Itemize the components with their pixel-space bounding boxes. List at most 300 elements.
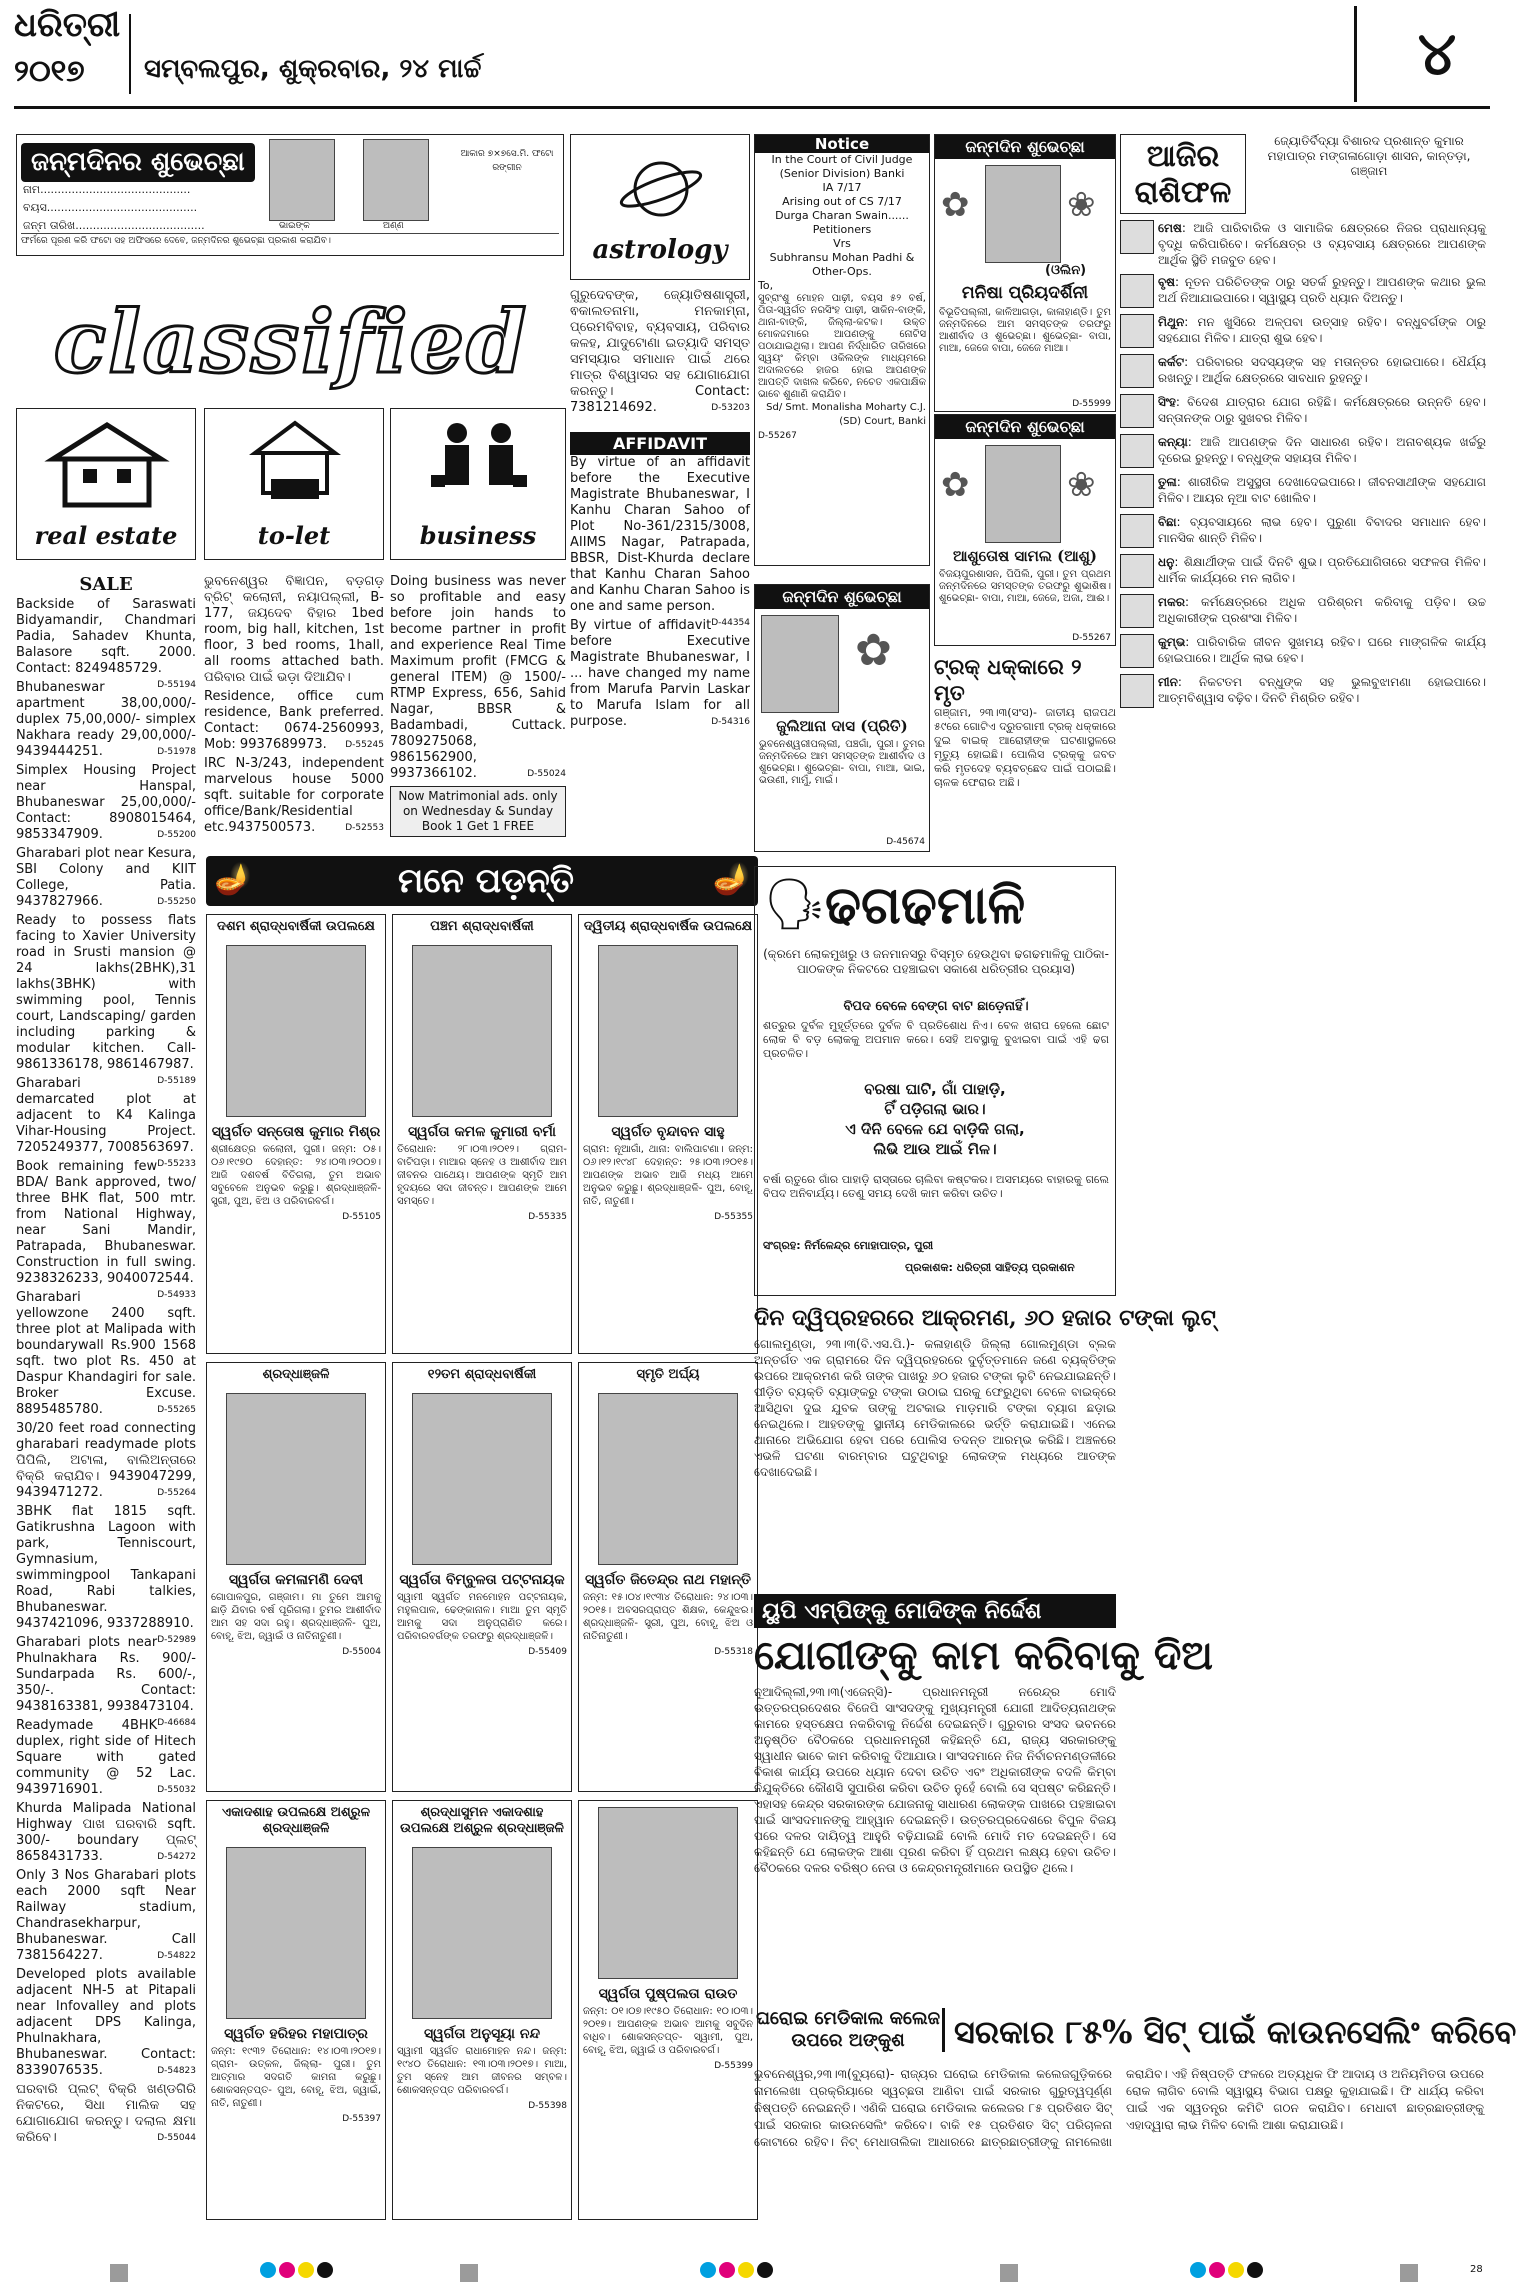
memorial-text: ଶ୍ରୀକ୍ଷେତ୍ର କଲୋନୀ, ପୁରୀ। ଜନ୍ମ: ୦୫।୦୬।୧୯୭୦ ଦେହାନ୍ତ: ୨୪।୦୩।୨୦୦୭। ଆଜି ଦଶବର୍ଷ ବିତିଗଲା, ତୁମ ଅଭାବ ସବୁବେଳେ ଅନୁଭବ କରୁଛୁ। ଶ୍ରଦ୍ଧାଞ୍ଜଳି- ସ୍ତ୍ରୀ, ପୁଅ, ଝିଅ ଓ ପରିବାରବର୍ଗ। [211, 1144, 381, 1207]
memorial-code: D-55318 [714, 1647, 753, 1657]
rashifal-sign-body: ବ୍ୟବସାୟରେ ଲାଭ ହେବ। ପୁରୁଣା ବିବାଦର ସମାଧାନ ହେବ। ମାନସିକ ଶାନ୍ତି ମିଳିବ। [1158, 515, 1486, 545]
birthday-ad-3-title: ଜନ୍ମଦିନ ଶୁଭେଚ୍ଛା [755, 585, 929, 609]
memorial-code: D-55409 [528, 1647, 567, 1657]
rashifal-sign-body: ଆଜି ଆପଣଙ୍କ ଦିନ ସାଧାରଣ ରହିବ। ଅନାବଶ୍ୟକ ଖର୍ଚ୍ଚରୁ ଦୂରେଇ ରୁହନ୍ତୁ। ବନ୍ଧୁଙ୍କ ସହାୟତା ମିଳିବ। [1158, 435, 1486, 465]
category-business[interactable] [390, 408, 566, 560]
rashifal-sign-name: ଧନୁ [1158, 555, 1175, 569]
rashifal-sign-name: ମିଥୁନ [1158, 315, 1185, 329]
ad-code: D-54822 [157, 1951, 196, 1961]
memorial-name: ସ୍ୱର୍ଗତ ଜିତେନ୍ଦ୍ର ନାଥ ମହାନ୍ତି [584, 1572, 752, 1588]
rashifal-sign [1120, 554, 1486, 588]
rashifal-sign-body: ପାରିବାରିକ ଜୀବନ ସୁଖମୟ ରହିବ। ଘରେ ମାଙ୍ଗଳିକ କାର୍ଯ୍ୟ ହୋଇପାରେ। ଆର୍ଥିକ ଲାଭ ହେବ। [1158, 635, 1487, 665]
classified-ad [16, 763, 196, 843]
ad-text: Simplex Housing Project near Hanspal, Bhubaneswar 25,00,000/- Contact: 8908015464, 9853347909. [16, 763, 196, 842]
yellow-dot [1228, 2262, 1244, 2278]
masthead [14, 6, 1490, 106]
dhagadhamali-compiler: ସଂଗ୍ରହ: ନିର୍ମଳେନ୍ଦ୍ର ମୋହାପାତ୍ର, ପୁରୀ [763, 1239, 934, 1252]
memorial-text: ଗୋପାଳପୁର, ଗଞ୍ଜାମ। ମା ତୁମେ ଆମକୁ ଛାଡ଼ି ଯିବାର ବର୍ଷ ପୂରିଗଲା। ତୁମର ଆଶୀର୍ବାଦ ଆମ ସହ ସଦା ରହୁ। ଶ୍ରଦ୍ଧାଞ୍ଜଳି- ପୁଅ, ବୋହୂ, ଝିଅ, ଜ୍ୱାଇଁ ଓ ନାତିନାତୁଣୀ। [211, 1592, 381, 1642]
mane-padanti-title: ମନେ ପଡ଼ନ୍ତି [397, 861, 575, 901]
rashifal-sign-body: ମନ ଖୁସିରେ ଅଳ୍ପବା ଉତ୍ସାହ ରହିବ। ବନ୍ଧୁବର୍ଗଙ୍କ ଠାରୁ ସହଯୋଗ ମିଳିବ। ଯାତ୍ରା ଶୁଭ ହେବ। [1158, 315, 1487, 345]
sample-photo-1-caption: ଭାଇଙ୍କ [279, 221, 310, 231]
memorial-card [206, 1800, 386, 2220]
ad-code: D-44354 [711, 618, 750, 628]
dhagadhamali-line1: ବିପଦ ବେଳେ ବେଙ୍ଗ ବାଟ ଛାଡ଼େନାହିଁ। [843, 999, 1029, 1014]
print-mark [110, 2264, 128, 2282]
robbery-headline: ଦିନ ଦ୍ୱିପ୍ରହରରେ ଆକ୍ରମଣ, ୬୦ ହଜାର ଟଙ୍କା ଲୁଟ୍ [754, 1305, 1216, 1331]
notice-ia: IA 7/17 [822, 181, 862, 194]
verse-line: ବରଷା ଘାଟି, ଗାଁ ପାହାଡ଼ି, [864, 1080, 1006, 1098]
rashifal-sign-name: କର୍କଟ [1158, 355, 1185, 369]
memorial-card [206, 1362, 386, 1792]
rashifal-sign-text: ତୁଳା: ଶାରୀରିକ ଅସୁସ୍ଥତା ଦେଖାଦେଇପାରେ। ଜୀବନସାଥୀଙ୍କ ସହଯୋଗ ମିଳିବ। ଆୟର ନୂଆ ବାଟ ଖୋଲିବ। [1158, 475, 1487, 505]
medical-news-body: ଭୁବନେଶ୍ୱର,୨୩।୩(ବ୍ୟୁରୋ)- ରାଜ୍ୟର ଘରୋଇ ମେଡିକାଲ କଲେଜଗୁଡ଼ିକରେ ନାମଲେଖା ପ୍ରକ୍ରିୟାରେ ସ୍ୱଚ୍ଛତା ଆଣିବା ପାଇଁ ସରକାର ଗୁରୁତ୍ୱପୂର୍ଣ୍ଣ ନିଷ୍ପତ୍ତି ନେଇଛନ୍ତି। ଏଣିକି ଘରୋଇ ମେଡିକାଲ କଲେଜର ୮୫ ପ୍ରତିଶତ ସିଟ୍ ପାଇଁ ସରକାର କାଉନସେଲିଂ କରିବେ। ବାକି ୧୫ ପ୍ରତିଶତ ସିଟ୍ ପରିଚାଳନା କୋଟାରେ ରହିବ। ନିଟ୍ ମେଧାତାଲିକା ଆଧାରରେ ଛାତ୍ରଛାତ୍ରୀଙ୍କୁ ନାମଲେଖା କରାଯିବ। ଏହି ନିଷ୍ପତ୍ତି ଫଳରେ ଅତ୍ୟଧିକ ଫି ଆଦାୟ ଓ ଅନିୟମିତତା ଉପରେ ରୋକ ଲାଗିବ ବୋଲି ସ୍ୱାସ୍ଥ୍ୟ ବିଭାଗ ପକ୍ଷରୁ କୁହାଯାଇଛି। ଫି ଧାର୍ଯ୍ୟ କରିବା ପାଇଁ ଏକ ସ୍ୱତନ୍ତ୍ର କମିଟି ଗଠନ କରାଯିବ। ମେଧାବୀ ଛାତ୍ରଛାତ୍ରୀଙ୍କୁ ଏହାଦ୍ୱାରା ଲାଭ ମିଳିବ ବୋଲି ଆଶା କରାଯାଉଛି। [754, 2067, 1484, 2149]
ad-code: D-55200 [157, 830, 196, 840]
speaker-icon: 🗣 [763, 875, 827, 933]
memorial-code: D-55355 [714, 1212, 753, 1222]
birthday-form-title: ଜନ୍ମଦିନର ଶୁଭେଚ୍ଛା [21, 143, 255, 182]
astrology-logo-text: astrology [592, 235, 728, 265]
ad-code: D-54272 [157, 1852, 196, 1862]
rashifal-sign-name: ବୃଷ [1158, 275, 1176, 289]
memorial-photo [598, 1807, 738, 1979]
affidavit-title: AFFIDAVIT [570, 432, 750, 455]
rashifal-sign-name: ସିଂହ [1158, 395, 1176, 409]
rashifal-sign-text: କନ୍ୟା: ଆଜି ଆପଣଙ୍କ ଦିନ ସାଧାରଣ ରହିବ। ଅନାବଶ୍ୟକ ଖର୍ଚ୍ଚରୁ ଦୂରେଇ ରୁହନ୍ତୁ। ବନ୍ଧୁଙ୍କ ସହାୟତା ମିଳିବ। [1158, 435, 1486, 465]
notice-body: ସୁବ୍ରାଂଶୁ ମୋହନ ପାଢ଼ୀ, ବୟସ ୫୨ ବର୍ଷ, ପିତା-ସ୍ୱର୍ଗତ ନରସିଂହ ପାଢ଼ୀ, ସାକିନ-ବାଙ୍କି, ଥାନା-ବାଙ୍କି, ଜିଲ୍ଲା-କଟକ। ଉକ୍ତ ମୋକଦ୍ଦମାରେ ଆପଣଙ୍କୁ ନୋଟିସ ପଠାଯାଇଥିଲା। ଆପଣ ନିର୍ଦ୍ଧାରିତ ତାରିଖରେ ସ୍ୱୟଂ କିମ୍ବା ଓକିଲଙ୍କ ମାଧ୍ୟମରେ ଅଦାଲତରେ ହାଜର ହୋଇ ଆପଣଙ୍କ ଆପତ୍ତି ଦାଖଲ କରିବେ, ନଚେତ ଏକପାକ୍ଷିକ ଭାବେ ଶୁଣାଣି କରାଯିବ। [758, 293, 926, 400]
classified-ad [16, 597, 196, 690]
flower-icon: ✿ [855, 625, 892, 676]
classified-ad [16, 913, 196, 1086]
truck-news-headline: ଟ୍ରକ୍ ଧକ୍କାରେ ୨ ମୃତ [934, 654, 1082, 705]
black-dot [317, 2262, 333, 2278]
flower-icon: ✿ [941, 185, 970, 225]
sample-photo-2 [363, 139, 429, 221]
robbery-body: ଗୋଲମୁଣ୍ଡା, ୨୩।୩(ବି.ଏସ.ପି.)- କଳାହାଣ୍ଡି ଜିଲ୍ଲା ଗୋଲମୁଣ୍ଡା ବ୍ଲକ ଅନ୍ତର୍ଗତ ଏକ ଗ୍ରାମରେ ଦିନ ଦ୍ୱିପ୍ରହରରେ ଦୁର୍ବୃତ୍ତମାନେ ଜଣେ ବ୍ୟକ୍ତିଙ୍କ ଉପରେ ଆକ୍ରମଣ କରି ତାଙ୍କ ପାଖରୁ ୬୦ ହଜାର ଟଙ୍କା ଲୁଟି ନେଇଯାଇଛନ୍ତି। ପୀଡ଼ିତ ବ୍ୟକ୍ତି ବ୍ୟାଙ୍କରୁ ଟଙ୍କା ଉଠାଇ ଘରକୁ ଫେରୁଥିବା ବେଳେ ବାଇକ୍‌ରେ ଆସିଥିବା ଦୁଇ ଯୁବକ ତାଙ୍କୁ ଅଟକାଇ ମାଡ଼ମାରି ଟଙ୍କା ବ୍ୟାଗ ଛଡ଼ାଇ ନେଇଥିଲେ। ଆହତଙ୍କୁ ସ୍ଥାନୀୟ ମେଡିକାଲରେ ଭର୍ତ୍ତି କରାଯାଇଛି। ଏନେଇ ଥାନାରେ ଅଭିଯୋଗ ହେବା ପରେ ପୋଲିସ ତଦନ୍ତ ଆରମ୍ଭ କରିଛି। ଅଞ୍ଚଳରେ ଏଭଳି ଘଟଣା ବାରମ୍ବାର ଘଟୁଥିବାରୁ ଲୋକଙ୍କ ମଧ୍ୟରେ ଆତଙ୍କ ଦେଖାଦେଇଛି। [754, 1337, 1116, 1479]
memorial-card [578, 914, 758, 1354]
classified-ad [16, 846, 196, 910]
memorial-title: ସ୍ମୃତି ଅର୍ଘ୍ୟ [636, 1367, 700, 1382]
lamp-icon: 🪔 [712, 862, 750, 897]
rashifal-sign [1120, 594, 1486, 628]
classified-title: classified [53, 292, 529, 393]
memorial-title: ଦଶମ ଶ୍ରାଦ୍ଧବାର୍ଷିକୀ ଉପଲକ୍ଷେ [217, 919, 375, 934]
ad-text: Book remaining few BDA/ Bank approved, two/ three BHK flat, 500 mtr. from National Highway, near Sani Mandir, Patrapada, Bhubaneswar. Construction in full swing. 9238326233, 9040072544. [16, 1159, 196, 1286]
memorial-photo [412, 945, 552, 1117]
black-dot [1247, 2262, 1263, 2278]
ad-text: Bhubaneswar apartment 38,00,000/- duplex 75,00,000/- simplex Nakhara ready 29,00,000/- 9439444251. [16, 680, 196, 759]
birthday-ad-1-text: ବିଭୂତିପଲ୍ଲୀ, କାଳିଆଗଡ଼ା, କାଳାହାଣ୍ଡି। ତୁମ ଜନ୍ମଦିନରେ ଆମ ସମସ୍ତଙ୍କ ତରଫରୁ ଆଶୀର୍ବାଦ ଓ ଶୁଭେଚ୍ଛା। ଶୁଭେଚ୍ଛା- ବାପା, ମାଆ, ଜେଜେ ବାପା, ଜେଜେ ମାଆ। [939, 307, 1111, 354]
ad-code: D-55264 [157, 1488, 196, 1498]
ad-code: D-51978 [157, 747, 196, 757]
ad-text: Gharabari plot near Kesura, SBI Colony and KIIT College, Patia. 9437827966. [16, 846, 196, 909]
rashifal-sign-body: ବିଦେଶ ଯାତ୍ରାର ଯୋଗ ରହିଛି। କର୍ମକ୍ଷେତ୍ରରେ ଉନ୍ନତି ହେବ। ସନ୍ତାନଙ୍କ ଠାରୁ ସୁଖବର ମିଳିବ। [1158, 395, 1486, 425]
birthday-ad-1-name: ମନିଷା ପ୍ରିୟଦର୍ଶିନୀ [961, 283, 1089, 303]
yellow-dot [738, 2262, 754, 2278]
matrimonial-ad: Now Matrimonial ads. only on Wednesday & Sunday Book 1 Get 1 FREE [390, 786, 566, 837]
flower-icon: ✿ [941, 465, 970, 505]
memorial-code: D-55397 [342, 2114, 381, 2124]
rashifal-title: ଆଜିର ରାଶିଫଳ [1134, 139, 1232, 210]
notice-vs: Vrs [833, 237, 851, 250]
ad-text: Only 3 Nos Gharabari plots each 2000 sqft Near Railway stadium, Chandrasekharpur, Bhubaneswar. Call 7381564227. [16, 1868, 196, 1963]
to-let-ads [204, 574, 384, 836]
sale-heading: SALE [79, 574, 133, 595]
magenta-dot [719, 2262, 735, 2278]
classified-ad [570, 618, 750, 730]
notice-opposite-party: Subhransu Mohan Padhi & Other-Ops. [769, 251, 915, 278]
mane-padanti-banner [206, 856, 758, 906]
ad-code: D-55250 [157, 897, 196, 907]
cmyk-registration [1190, 2262, 1266, 2282]
rashifal-section [1120, 134, 1486, 2002]
ad-text: Gharabari yellowzone 2400 sqft. three plot at Malipada with boundarywall Rs.900 1568 sqft. two plot Rs. 450 at Daspur Khandagiri for sale. Broker Excuse. 8895485780. [16, 1290, 196, 1417]
birthday-ad-2-text: ବିଜୟପୁରଶାସନ, ପିପିଲି, ପୁରୀ। ତୁମ ପ୍ରଥମ ଜନ୍ମଦିନରେ ସମସ୍ତଙ୍କ ତରଫରୁ ଶୁଭାଶିଷ। ଶୁଭେଚ୍ଛା- ବାପା, ମାଆ, ଜେଜେ, ଅଜା, ଆଈ। [939, 569, 1111, 604]
rashifal-sign-name: ବିଛା [1158, 515, 1177, 529]
memorial-photo [412, 1847, 552, 2019]
zodiac-icon [1120, 474, 1154, 508]
up-news-headline: ଯୋଗୀଙ୍କୁ କାମ କରିବାକୁ ଦିଅ [754, 1632, 1213, 1679]
birthday-ad-2 [934, 414, 1116, 646]
rashifal-sign-body: ଆଜି ପାରିବାରିକ ଓ ସାମାଜିକ କ୍ଷେତ୍ରରେ ନିଜର ପ୍ରାଧାନ୍ୟକୁ ବୃଦ୍ଧି କରିପାରିବେ। କର୍ମକ୍ଷେତ୍ର ଓ ବ୍ୟବସାୟ କ୍ଷେତ୍ରରେ ଆପଣଙ୍କ ଆର୍ଥିକ ସ୍ଥିତି ମଜବୁତ ହେବ। [1158, 221, 1486, 267]
zodiac-icon [1120, 354, 1154, 388]
zodiac-icon [1120, 674, 1154, 708]
birthday-ad-3-code: D-45674 [886, 837, 925, 847]
rashifal-sign-name: ମେଷ [1158, 221, 1182, 235]
zodiac-icon [1120, 394, 1154, 428]
rashifal-sign-text: ଧନୁ: ଶିକ୍ଷାର୍ଥୀଙ୍କ ପାଇଁ ଦିନଟି ଶୁଭ। ପ୍ରତିଯୋଗିତାରେ ସଫଳତା ମିଳିବ। ଧାର୍ମିକ କାର୍ଯ୍ୟରେ ମନ ଲାଗିବ। [1158, 555, 1487, 585]
memorial-photo [226, 1393, 366, 1565]
header-rule [14, 106, 1490, 109]
memorial-card [578, 1800, 758, 2220]
rashifal-sign-name: ମୀନ [1158, 675, 1178, 689]
cyan-dot [700, 2262, 716, 2278]
memorial-photo [412, 1393, 552, 1565]
rashifal-sign-text: ସିଂହ: ବିଦେଶ ଯାତ୍ରାର ଯୋଗ ରହିଛି। କର୍ମକ୍ଷେତ୍ରରେ ଉନ୍ନତି ହେବ। ସନ୍ତାନଙ୍କ ଠାରୁ ସୁଖବର ମିଳିବ। [1158, 395, 1486, 425]
flower-icon: ❀ [1067, 465, 1096, 505]
memorial-name: ସ୍ୱର୍ଗତ ହରିହର ମହାପାତ୍ର [224, 2026, 368, 2042]
classified-ad [16, 1504, 196, 1645]
birthday-form-field-dob: ଜନ୍ମ ତାରିଖ..................................... [23, 219, 205, 232]
birthday-ad-3-photo [761, 615, 839, 713]
classified-ad [204, 756, 384, 836]
dhagadhamali-para2: ବର୍ଷା ଋତୁରେ ଗାଁର ପାହାଡ଼ି ରାସ୍ତାରେ ଚାଲିବା କଷ୍ଟକର। ଅସମୟରେ ବାହାରକୁ ଗଲେ ବିପଦ ଅନିବାର୍ଯ୍ୟ। ତେଣୁ ସମୟ ଦେଖି କାମ କରିବା ଉଚିତ। [763, 1173, 1109, 1200]
birthday-form-field-age: ବୟସ........................................... [23, 201, 198, 214]
memorial-name: ସ୍ୱର୍ଗତା କମଳାମଣି ଦେବୀ [228, 1572, 364, 1588]
classified-ad [16, 1421, 196, 1501]
ad-code: D-52553 [345, 823, 384, 833]
classified-ad [16, 1868, 196, 1964]
rashifal-sign [1120, 474, 1486, 508]
ad-text: Backside of Saraswati Bidyamandir, Chandmari Padia, Sahadev Khunta, Balasore sqft. 2000. Contact: 8249485729. [16, 597, 196, 676]
ad-code: D-54823 [157, 2066, 196, 2076]
newspaper-logo: ଧରିତ୍ରୀ [14, 5, 121, 45]
astrology-logo-box [570, 134, 750, 280]
medical-news-headline: ସରକାର ୮୫% ସିଟ୍ ପାଇଁ କାଉନସେଲିଂ କରିବେ [954, 2013, 1516, 2051]
rashifal-sign [1120, 274, 1486, 308]
memorial-name: ସ୍ୱର୍ଗତା ପୁଷ୍ପଲତା ରାଉତ [598, 1986, 738, 2002]
memorial-title: ଶ୍ରଦ୍ଧାସୁମନ ଏକାଦଶାହ ଉପଲକ୍ଷେ ଅଶ୍ରୁଳ ଶ୍ରଦ୍ଧାଞ୍ଜଳି [400, 1805, 564, 1836]
ad-code: D-55265 [157, 1405, 196, 1415]
ad-text: Khurda Malipada National Highway ପାଖ ଘରବାରି sqft. 300/- boundary ପ୍ଲଟ୍ 8658431733. [16, 1801, 196, 1864]
print-mark [1000, 2264, 1018, 2282]
classified-ad [204, 689, 384, 753]
yellow-dot [298, 2262, 314, 2278]
print-mark [1400, 2264, 1418, 2282]
ad-text: Doing business was never so profitable and easy before join hands to become partner in profit and experience Real Time Maximum profit (FMCG & general ITEM) @ 1500/- RTMP Express, 656, Sahid Nagar, BBSR & Badambadi, Cuttack. 7809275068, 9861562900, 9937366102. [390, 574, 566, 781]
memorial-code: D-55335 [528, 1212, 567, 1222]
ad-text: Developed plots available adjacent NH-5 at Pitapali near Infovalley and plots adjacent DPS Kalinga, Phulnakhara, Bhubaneswar. Contact: 8339076535. [16, 1967, 196, 2078]
rashifal-sign-text: ମକର: କର୍ମକ୍ଷେତ୍ରରେ ଅଧିକ ପରିଶ୍ରମ କରିବାକୁ ପଡ଼ିବ। ଉଚ୍ଚ ଅଧିକାରୀଙ୍କ ପ୍ରଶଂସା ମିଳିବ। [1158, 595, 1487, 625]
memorial-code: D-55399 [714, 2061, 753, 2071]
photo-size-note: ଆକାର ୭×୭ସେ.ମି. ଫଟୋ ରଙ୍ଗୀନ [460, 149, 554, 173]
print-mark [460, 2264, 478, 2282]
memorial-code: D-55105 [342, 1212, 381, 1222]
rashifal-sign-body: କର୍ମକ୍ଷେତ୍ରରେ ଅଧିକ ପରିଶ୍ରମ କରିବାକୁ ପଡ଼ିବ। ଉଚ୍ଚ ଅଧିକାରୀଙ୍କ ପ୍ରଶଂସା ମିଳିବ। [1158, 595, 1487, 625]
zodiac-icon [1120, 314, 1154, 348]
memorial-card [206, 914, 386, 1354]
lamp-icon: 🪔 [214, 862, 252, 897]
verse-line: ଟିଁ ପଡ଼ିଗଲା ଭାର। [884, 1100, 986, 1118]
rashifal-sign-name: ତୁଳା [1158, 475, 1177, 489]
memorial-title: ଦ୍ୱିତୀୟ ଶ୍ରାଦ୍ଧବାର୍ଷିକ ଉପଲକ୍ଷେ [583, 919, 753, 934]
category-to-let[interactable] [204, 408, 384, 560]
rashifal-sign-text: ମେଷ: ଆଜି ପାରିବାରିକ ଓ ସାମାଜିକ କ୍ଷେତ୍ରରେ ନିଜର ପ୍ରାଧାନ୍ୟକୁ ବୃଦ୍ଧି କରିପାରିବେ। କର୍ମକ୍ଷେତ୍ର ଓ ବ୍ୟବସାୟ କ୍ଷେତ୍ରରେ ଆପଣଙ୍କ ଆର୍ଥିକ ସ୍ଥିତି ମଜବୁତ ହେବ। [1158, 221, 1486, 267]
real-estate-column [16, 574, 196, 2224]
astro-ad: ଗୁରୁଦେବଙ୍କ, ଜ୍ୟୋତିଷଶାସ୍ତ୍ରୀ, ଵକାଲତନାମା, ମନକାମ୍ନା, ପ୍ରେମବିବାହ, ବ୍ୟବସାୟ, ପରିବାର କଳହ, ଯାଦୁଟୋଣା ଇତ୍ୟାଦି ସମସ୍ତ ସମସ୍ୟାର ସମାଧାନ ପାଇଁ ଥରେ ମାତ୍ର ବିଶ୍ୱାସର ସହ ଯୋଗାଯୋଗ କରନ୍ତୁ। Contact: 7381214692. D-53203 [570, 288, 750, 415]
rashifal-sign-name: ମକର [1158, 595, 1185, 609]
real-estate-ads [16, 597, 196, 2146]
memorial-photo [226, 1847, 366, 2019]
medical-news [754, 2008, 1516, 2244]
notice-signature: Sd/ Smt. Monalisha Moharty C.J. (SD) Court, Banki [766, 402, 926, 427]
classified-ad [390, 574, 566, 782]
birthday-ad-1-title: ଜନ୍ମଦିନ ଶୁଭେଚ୍ଛା [935, 135, 1115, 159]
zodiac-icon [1120, 554, 1154, 588]
memorial-code: D-55398 [528, 2101, 567, 2111]
cmyk-registration [700, 2262, 776, 2282]
notice-to: To, [758, 279, 774, 292]
ad-text: Readymade 4BHK duplex, right side of Hitech Square with gated community @ 52 Lac. 9439716901. [16, 1718, 196, 1797]
category-real-estate[interactable] [16, 408, 196, 560]
memorial-card [392, 1800, 572, 2220]
rashifal-sign-body: ନୂତନ ପରିଚିତଙ୍କ ଠାରୁ ସତର୍କ ରୁହନ୍ତୁ। ଆପଣଙ୍କ କଥାର ଭୁଲ ଅର୍ଥ ନିଆଯାଇପାରେ। ସ୍ୱାସ୍ଥ୍ୟ ପ୍ରତି ଧ୍ୟାନ ଦିଅନ୍ତୁ। [1158, 275, 1487, 305]
memorial-card [392, 914, 572, 1354]
businessmen-icon [425, 419, 533, 515]
truck-accident-news [934, 654, 1116, 852]
memorial-name: ସ୍ୱର୍ଗତା ବିମ୍ବୁଳତା ପଟ୍ଟନାୟକ [399, 1572, 565, 1588]
birthday-form-field-name: ନାମ........................................... [23, 183, 191, 196]
rashifal-sign [1120, 394, 1486, 428]
zodiac-icon [1120, 634, 1154, 668]
ad-text: ଭୁବନେଶ୍ୱର ବିଜ୍ଞାପନ, ବଡ଼ଗଡ଼ ବ୍ରିଟ୍ କଲୋନୀ, ନୟାପଲ୍ଲୀ, B-177, ଜୟଦେବ ବିହାର 1bed room, big hall, kitchen, 1st floor, 3 bed rooms, 1hall, all rooms attached bath. ପରିବାର ପାଇଁ ଭଡ଼ା ଦିଆଯିବ। [204, 574, 384, 685]
print-footer [0, 2256, 1500, 2294]
ad-text: IRC N-3/243, independent marvelous house 5000 sqft. suitable for corporate office/Bank/Residential etc.9437500573. [204, 756, 384, 835]
memorial-photo [598, 945, 738, 1117]
rashifal-sign-text: ମିଥୁନ: ମନ ଖୁସିରେ ଅଳ୍ପବା ଉତ୍ସାହ ରହିବ। ବନ୍ଧୁବର୍ଗଙ୍କ ଠାରୁ ସହଯୋଗ ମିଳିବ। ଯାତ୍ରା ଶୁଭ ହେବ। [1158, 315, 1487, 345]
ad-code: D-55194 [157, 680, 196, 690]
ad-code: D-52989 [157, 1635, 196, 1645]
memorial-name: ସ୍ୱର୍ଗତା ଅନୁସୂୟା ନନ୍ଦ [423, 2026, 541, 2042]
rashifal-sign-body: ଶାରୀରିକ ଅସୁସ୍ଥତା ଦେଖାଦେଇପାରେ। ଜୀବନସାଥୀଙ୍କ ସହଯୋଗ ମିଳିବ। ଆୟର ନୂଆ ବାଟ ଖୋଲିବ। [1158, 475, 1487, 505]
flower-icon: ❀ [1067, 185, 1096, 225]
ad-code: D-54933 [157, 1290, 196, 1300]
memorial-text: ଗ୍ରାମ: ନୂଆଗାଁ, ଥାନା: ବାଲିପାଟଣା। ଜନ୍ମ: ୦୬।୧୨।୧୯୪୮ ଦେହାନ୍ତ: ୨୫।୦୩।୨୦୧୫। ଆପଣଙ୍କ ଅଭାବ ଆଜି ମଧ୍ୟ ଆମେ ଅନୁଭବ କରୁଛୁ। ଶ୍ରଦ୍ଧାଞ୍ଜଳି- ପୁଅ, ବୋହୂ, ନାତି, ନାତୁଣୀ। [583, 1144, 753, 1207]
notice-petitioner: Durga Charan Swain...... Petitioners [775, 209, 909, 236]
business-ads [390, 574, 566, 782]
planet-icon [617, 145, 705, 233]
up-news-kicker: ୟୁପି ଏମ୍ପିଙ୍କୁ ମୋଦିଙ୍କ ନିର୍ଦ୍ଦେଶ [754, 1594, 1116, 1628]
rashifal-sign-text: କର୍କଟ: ପରିବାରର ସଦସ୍ୟଙ୍କ ସହ ମତାନ୍ତର ହୋଇପାରେ। ଧୈର୍ଯ୍ୟ ରଖନ୍ତୁ। ଆର୍ଥିକ କ୍ଷେତ୍ରରେ ସାବଧାନ ରୁହନ୍ତୁ। [1158, 355, 1486, 385]
dhagadhamali-publisher: ପ୍ରକାଶକ: ଧରିତ୍ରୀ ସାହିତ୍ୟ ପ୍ରକାଶନ [905, 1261, 1075, 1274]
birthday-ad-2-title: ଜନ୍ମଦିନ ଶୁଭେଚ୍ଛା [935, 415, 1115, 439]
dhagadhamali-title: ଢଗଢମାଳି [825, 875, 1026, 936]
memorial-text: ତିରୋଧାନ: ୨୮।୦୩।୨୦୧୨। ଗ୍ରାମ- ବାଟିପଡ଼ା। ମାଆର ସ୍ନେହ ଓ ଆଶୀର୍ବାଦ ଆମ ଜୀବନର ପାଥେୟ। ଆପଣଙ୍କ ସ୍ମୃତି ଆମ ହୃଦୟରେ ସଦା ଜୀବନ୍ତ। ଆପଣଙ୍କ ଆମେ ସମସ୍ତେ। [397, 1144, 567, 1207]
rashifal-sign-text: ମୀନ: ନିକଟତମ ବନ୍ଧୁଙ୍କ ସହ ଭୁଲବୁଝାମଣା ହୋଇପାରେ। ଆତ୍ମବିଶ୍ୱାସ ବଢ଼ିବ। ଦିନଟି ମିଶ୍ରିତ ରହିବ। [1158, 675, 1486, 705]
dhagadhamali-para1: ଶତ୍ରୁର ଦୁର୍ବଳ ମୁହୂର୍ତ୍ତରେ ଦୁର୍ବଳ ବି ପ୍ରତିଶୋଧ ନିଏ। ବେଳ ଖରାପ ହେଲେ ଛୋଟ ଲୋକ ବି ବଡ଼ ଲୋକକୁ ଅପମାନ କରେ। ସେହି ଅବସ୍ଥାକୁ ବୁଝାଇବା ପାଇଁ ଏହି ଢଗ ପ୍ରଚଳିତ। [763, 1019, 1109, 1060]
memorial-text: ଜନ୍ମ: ୧୯୩୨ ତିରୋଧାନ: ୧୪।୦୩।୨୦୧୭। ଗ୍ରାମ- ଉତ୍କଳ, ଜିଲ୍ଲା- ପୁରୀ। ତୁମ ଆତ୍ମାର ସଦଗତି କାମନା କରୁଛୁ। ଶୋକସନ୍ତପ୍ତ- ପୁଅ, ବୋହୂ, ଝିଅ, ଜ୍ୱାଇଁ, ନାତି, ନାତୁଣୀ। [211, 2046, 381, 2109]
rashifal-sign [1120, 434, 1486, 468]
ad-text: Gharabari plots near Phulnakhara Rs. 900/- Sundarpada Rs. 600/-, 350/-. Contact: 9438163381, 9938473104. [16, 1635, 196, 1714]
ad-code: D-46684 [157, 1718, 196, 1728]
rashifal-sign-body: ନିକଟତମ ବନ୍ଧୁଙ୍କ ସହ ଭୁଲବୁଝାମଣା ହୋଇପାରେ। ଆତ୍ମବିଶ୍ୱାସ ବଢ଼ିବ। ଦିନଟି ମିଶ୍ରିତ ରହିବ। [1158, 675, 1486, 705]
birthday-form-footer: ଫର୍ମରେ ପୂରଣ କରି ଫଟୋ ସହ ଅଫିସରେ ଦେବେ, ଜନ୍ମଦିନର ଶୁଭେଚ୍ଛା ପ୍ରକାଶ କରାଯିବ। [21, 233, 559, 247]
rashifal-astrologer: ଜ୍ୟୋତିର୍ବିଦ୍ୟା ବିଶାରଦ ପ୍ରଶାନ୍ତ କୁମାର ମହାପାତ୍ର ମଙ୍ଗଳାଗୋଡ଼ା ଶାସନ, କାନ୍ତଡ଼ା, ଗଞ୍ଜାମ [1267, 134, 1471, 178]
house-icon [43, 419, 171, 509]
memorial-photo [226, 945, 366, 1117]
classified-ad [16, 1801, 196, 1865]
dhagadhamali-subtitle: (କ୍ରମେ ଲୋକମୁଖରୁ ଓ ଜନମାନସରୁ ବିସ୍ମୃତ ହେଉଥିବା ଢଗଢମାଳିକୁ ପାଠିକା-ପାଠକଙ୍କ ନିକଟରେ ପହଞ୍ଚାଇବା ସକାଶେ ଧରିତ୍ରୀର ପ୍ରୟାସ) [763, 947, 1109, 976]
birthday-ad-2-code: D-55267 [1072, 633, 1111, 643]
birthday-ad-2-photo [985, 445, 1061, 543]
rashifal-sign-body: ପରିବାରର ସଦସ୍ୟଙ୍କ ସହ ମତାନ୍ତର ହୋଇପାରେ। ଧୈର୍ଯ୍ୟ ରଖନ୍ତୁ। ଆର୍ଥିକ କ୍ଷେତ୍ରରେ ସାବଧାନ ରୁହନ୍ତୁ। [1158, 355, 1486, 385]
notice-arising: Arising out of CS 7/17 [782, 195, 902, 208]
robbery-news [754, 1304, 1216, 1588]
memorial-name: ସ୍ୱର୍ଗତ ବୃନ୍ଦାବନ ସାହୁ [611, 1124, 725, 1140]
birthday-ad-2-name: ଆଶୁତୋଷ ସାମଲ (ଆଶୁ) [953, 547, 1097, 565]
birthday-ad-3-text: ଭୁବନେଶ୍ୱରୀପଲ୍ଲୀ, ପଞ୍ଚଗାଁ, ପୁରୀ। ତୁମର ଜନ୍ମଦିନରେ ଆମ ସମସ୍ତଙ୍କ ଆଶୀର୍ବାଦ ଓ ଶୁଭେଚ୍ଛା। ଶୁଭେଚ୍ଛା- ବାପା, ମାଆ, ଭାଇ, ଭଉଣୀ, ମାମୁଁ, ମାଇଁ। [759, 739, 925, 786]
ad-text: By virtue of an affidavit before the Executive Magistrate Bhubaneswar, I Kanhu Charan Sahoo of Plot No-361/2315/3008, AIIMS Nagar, Patrapada, BBSR, Dist-Khurda declare that Kanhu Charan Sahoo and Kanhu Charan Sahoo is one and same person. [570, 455, 750, 614]
ad-text: Ready to possess flats facing to Xavier University road in Srusti mansion @ 24 lakhs(2BHK),31 lakhs(3BHK) with swimming pool, Tennis court, Landscaping/ garden including parking & modular kitchen. Call- 9861336178, 9861467987. [16, 913, 196, 1072]
memorial-name: ସ୍ୱର୍ଗତ ସନ୍ତୋଷ କୁମାର ମିଶ୍ର [211, 1124, 381, 1140]
rashifal-signs [1120, 220, 1486, 714]
classified-ad [16, 1159, 196, 1300]
memorial-code: D-55004 [342, 1647, 381, 1657]
truck-news-body: ଗଞ୍ଜାମ, ୨୩।୩(ସଂସ)- ଜାତୀୟ ରାଜପଥ ୫୯ରେ ଗୋଟିଏ ଦ୍ରୁତଗାମୀ ଟ୍ରକ୍ ଧକ୍କାରେ ଦୁଇ ବାଇକ୍ ଆରୋହୀଙ୍କ ଘଟଣାସ୍ଥଳରେ ମୃତ୍ୟୁ ହୋଇଛି। ପୋଲିସ ଟ୍ରକ୍‌କୁ ଜବତ କରି ମୃତଦେହ ବ୍ୟବଚ୍ଛେଦ ପାଇଁ ପଠାଇଛି। ଚାଳକ ଫେରାର ଅଛି। [934, 706, 1116, 789]
dhagadhamali-box [754, 866, 1116, 1296]
memorial-text: ସ୍ୱାମୀ ସ୍ୱର୍ଗତ ମନମୋହନ ପଟ୍ଟନାୟକ, ମହୁଲପାଳ, ଢେଙ୍କାନାଳ। ମାଆ ତୁମ ସ୍ମୃତି ଆମକୁ ସଦା ଅନୁପ୍ରାଣିତ କରେ। ପରିବାରବର୍ଗଙ୍କ ତରଫରୁ ଶ୍ରଦ୍ଧାଞ୍ଜଳି। [397, 1592, 567, 1642]
ad-text: 30/20 feet road connecting gharabari readymade plots ପିପିଲି, ଅଟାଳା, ବାଲିଅନ୍ତାରେ ବିକ୍ରି କରାଯିବ। 9439047299, 9439471272. [16, 1421, 196, 1500]
birthday-ad-1-photo [985, 165, 1061, 263]
birthday-form-box [16, 134, 564, 256]
zodiac-icon [1120, 274, 1154, 308]
ad-text: 3BHK flat 1815 sqft. Gatikrushna Lagoon with park, Tenniscourt, Gymnasium, swimmingpool Tankapani Road, Rabi talkies, Bhubaneswar. 9437421096, 9337288910. [16, 1504, 196, 1631]
court-notice [754, 134, 930, 566]
ad-code: D-55024 [527, 769, 566, 779]
page-number: ୪ [1354, 6, 1497, 102]
verse-line: ଏ ଦିନି ବେଳେ ଯେ ବାଡ଼ିକି ଗଲା, [845, 1120, 1025, 1138]
up-news [754, 1594, 1213, 2000]
footer-page-number: 28 [1470, 2264, 1483, 2275]
classified-ad [570, 455, 750, 628]
rashifal-sign-name: କୁମ୍ଭ [1158, 635, 1186, 649]
dhagadhamali-verse [775, 1079, 1095, 1159]
classified-ad [16, 1967, 196, 2079]
ad-text: Residence, office cum residence, Bank preferred. Contact: 0674-2560993, Mob: 9937689973. [204, 689, 384, 752]
rashifal-sign-text: କୁମ୍ଭ: ପାରିବାରିକ ଜୀବନ ସୁଖମୟ ରହିବ। ଘରେ ମାଙ୍ଗଳିକ କାର୍ଯ୍ୟ ହୋଇପାରେ। ଆର୍ଥିକ ଲାଭ ହେବ। [1158, 635, 1487, 665]
memorial-text: ସ୍ୱାମୀ ସ୍ୱର୍ଗତ ରାଧାମୋହନ ନନ୍ଦ। ଜନ୍ମ: ୧୯୪୦ ତିରୋଧାନ: ୧୩।୦୩।୨୦୧୭। ମାଆ, ତୁମ ସ୍ନେହ ଆମ ଜୀବନର ସମ୍ବଳ। ଶୋକସନ୍ତପ୍ତ ପରିବାରବର୍ଗ। [397, 2046, 567, 2096]
memorial-text: ଜନ୍ମ: ୧୫।୦୪।୧୯୩୪ ତିରୋଧାନ: ୨୪।୦୩।୨୦୧୫। ଅବସରପ୍ରାପ୍ତ ଶିକ୍ଷକ, କେନ୍ଦୁଝର। ଶ୍ରଦ୍ଧାଞ୍ଜଳି- ସ୍ତ୍ରୀ, ପୁଅ, ବୋହୂ, ଝିଅ ଓ ନାତିନାତୁଣୀ। [583, 1592, 753, 1642]
zodiac-icon [1120, 594, 1154, 628]
sample-photo-2-caption: ଅଣ୍ଣ [383, 221, 404, 231]
memorial-title: ୧୨ତମ ଶ୍ରାଦ୍ଧବାର୍ଷିକୀ [427, 1367, 537, 1382]
rashifal-sign-text: ବୃଷ: ନୂତନ ପରିଚିତଙ୍କ ଠାରୁ ସତର୍କ ରୁହନ୍ତୁ। ଆପଣଙ୍କ କଥାର ଭୁଲ ଅର୍ଥ ନିଆଯାଇପାରେ। ସ୍ୱାସ୍ଥ୍ୟ ପ୍ରତି ଧ୍ୟାନ ଦିଅନ୍ତୁ। [1158, 275, 1487, 305]
category-real-estate-label: real estate [34, 521, 178, 550]
memorial-card [578, 1362, 758, 1792]
medical-news-kicker: ଘରୋଇ ମେଡିକାଲ କଲେଜ ଉପରେ ଅଙ୍କୁଶ [754, 2008, 945, 2052]
to-let-column [204, 574, 384, 844]
header-dateline: ସମ୍ବଲପୁର, ଶୁକ୍ରବାର, ୨୪ ମାର୍ଚ୍ଚ [144, 54, 482, 84]
rashifal-sign-body: ଶିକ୍ଷାର୍ଥୀଙ୍କ ପାଇଁ ଦିନଟି ଶୁଭ। ପ୍ରତିଯୋଗିତାରେ ସଫଳତା ମିଳିବ। ଧାର୍ମିକ କାର୍ଯ୍ୟରେ ମନ ଲାଗିବ। [1158, 555, 1487, 585]
classified-ad [16, 2082, 196, 2146]
ad-code: D-54316 [711, 717, 750, 727]
memorial-photo [598, 1393, 738, 1565]
verse-line: ଲିଭି ଆଉ ଆଇଁ ମିଳ। [873, 1140, 997, 1158]
notice-code: D-55267 [758, 431, 797, 441]
rashifal-sign [1120, 674, 1486, 708]
astro-affidavit-column [570, 288, 750, 748]
ad-code: D-55233 [157, 1159, 196, 1169]
business-column [390, 574, 566, 849]
birthday-ad-1-nick: (ଓଲିନ) [1045, 263, 1087, 278]
rashifal-sign [1120, 634, 1486, 668]
rashifal-sign [1120, 354, 1486, 388]
category-business-label: business [419, 521, 537, 550]
memorial-title: ପଞ୍ଚମ ଶ୍ରାଦ୍ଧବାର୍ଷିକୀ [430, 919, 534, 934]
memorial-name: ସ୍ୱର୍ଗତା କମଳ କୁମାରୀ ବର୍ମା [407, 1124, 556, 1140]
rashifal-sign [1120, 220, 1486, 268]
rashifal-sign-text: ବିଛା: ବ୍ୟବସାୟରେ ଲାଭ ହେବ। ପୁରୁଣା ବିବାଦର ସମାଧାନ ହେବ। ମାନସିକ ଶାନ୍ତି ମିଳିବ। [1158, 515, 1486, 545]
classified-ad [16, 1290, 196, 1418]
ad-code: D-55044 [157, 2133, 196, 2143]
to-let-house-icon [241, 417, 349, 513]
birthday-ad-3-name: ଜୁଲିଆନା ଦାସ (ପ୍ରିତି) [776, 717, 908, 735]
header-year: ୨୦୧୭ [14, 54, 85, 89]
zodiac-icon [1120, 434, 1154, 468]
cmyk-registration [260, 2262, 336, 2282]
notice-court: In the Court of Civil Judge (Senior Division) Banki [771, 153, 913, 180]
memorial-text: ଜନ୍ମ: ୦୧।୦୭।୧୯୫୦ ତିରୋଧାନ: ୧୦।୦୩।୨୦୧୭। ଆପଣଙ୍କ ଅଭାବ ଆମକୁ ସବୁଦିନ ବାଧିବ। ଶୋକସନ୍ତପ୍ତ- ସ୍ୱାମୀ, ପୁଅ, ବୋହୂ, ଝିଅ, ଜ୍ୱାଇଁ ଓ ପରିବାରବର୍ଗ। [583, 2006, 753, 2056]
magenta-dot [1209, 2262, 1225, 2278]
rashifal-title-box [1120, 134, 1246, 214]
magenta-dot [279, 2262, 295, 2278]
memorial-title: ଏକାଦଶାହ ଉପଲକ୍ଷେ ଅଶ୍ରୁଳ ଶ୍ରଦ୍ଧାଞ୍ଜଳି [222, 1805, 370, 1836]
birthday-ad-1 [934, 134, 1116, 412]
birthday-ad-3 [754, 584, 930, 852]
classified-ad [204, 574, 384, 686]
ad-code: D-55189 [157, 1076, 196, 1086]
ad-code: D-55032 [157, 1785, 196, 1795]
ad-text: Gharabari demarcated plot at adjacent to K4 Kalinga Vihar-Housing Project. 7205249377, 7008563697. [16, 1076, 196, 1155]
up-news-body: ନୂଆଦିଲ୍ଲୀ,୨୩।୩(ଏଜେନ୍ସି)- ପ୍ରଧାନମନ୍ତ୍ରୀ ନରେନ୍ଦ୍ର ମୋଦି ଉତ୍ତରପ୍ରଦେଶର ବିଜେପି ସାଂସଦଙ୍କୁ ମୁଖ୍ୟମନ୍ତ୍ରୀ ଯୋଗୀ ଆଦିତ୍ୟନାଥଙ୍କ କାମରେ ହସ୍ତକ୍ଷେପ ନକରିବାକୁ ନିର୍ଦ୍ଦେଶ ଦେଇଛନ୍ତି। ଗୁରୁବାର ସଂସଦ ଭବନରେ ଅନୁଷ୍ଠିତ ବୈଠକରେ ପ୍ରଧାନମନ୍ତ୍ରୀ କହିଛନ୍ତି ଯେ, ରାଜ୍ୟ ସରକାରଙ୍କୁ ସ୍ୱାଧୀନ ଭାବେ କାମ କରିବାକୁ ଦିଆଯାଉ। ସାଂସଦମାନେ ନିଜ ନିର୍ବାଚନମଣ୍ଡଳୀରେ ବିକାଶ କାର୍ଯ୍ୟ ଉପରେ ଧ୍ୟାନ ଦେବା ଉଚିତ ଏବଂ ଅଧିକାରୀଙ୍କ ବଦଳି କିମ୍ବା ନିଯୁକ୍ତିରେ କୌଣସି ସୁପାରିଶ କରିବା ଉଚିତ ନୁହେଁ ବୋଲି ସେ ସ୍ପଷ୍ଟ କରିଛନ୍ତି। ଏହାସହ କେନ୍ଦ୍ର ସରକାରଙ୍କ ଯୋଜନାକୁ ସାଧାରଣ ଲୋକଙ୍କ ପାଖରେ ପହଞ୍ଚାଇବା ପାଇଁ ସାଂସଦମାନଙ୍କୁ ଆହ୍ୱାନ ଦେଇଛନ୍ତି। ଉତ୍ତରପ୍ରଦେଶରେ ବିପୁଳ ବିଜୟ ପରେ ଦଳର ଦାୟିତ୍ୱ ଆହୁରି ବଢ଼ିଯାଇଛି ବୋଲି ମୋଦି ମତ ଦେଇଛନ୍ତି। ସେ କହିଛନ୍ତି ଯେ ଲୋକଙ୍କ ଆଶା ପୂରଣ କରିବା ହିଁ ପ୍ରଥମ ଲକ୍ଷ୍ୟ ହେବା ଉଚିତ। ବୈଠକରେ ଦଳର ବରିଷ୍ଠ ନେତା ଓ କେନ୍ଦ୍ରମନ୍ତ୍ରୀମାନେ ଉପସ୍ଥିତ ଥିଲେ। [754, 1685, 1116, 1875]
ad-text: ଘରବାରି ପ୍ଲଟ୍ ବିକ୍ରି ଖଣ୍ଡଗିରି ନିକଟରେ, ସିଧା ମାଲିକ ସହ ଯୋଗାଯୋଗ କରନ୍ତୁ। ଦଲାଲ କ୍ଷମା କରିବେ। [16, 2082, 196, 2145]
memorial-title: ଶ୍ରଦ୍ଧାଞ୍ଜଳି [262, 1367, 330, 1382]
black-dot [757, 2262, 773, 2278]
zodiac-icon [1120, 220, 1154, 254]
ad-code: D-55245 [345, 740, 384, 750]
rashifal-sign [1120, 514, 1486, 548]
birthday-ad-1-code: D-55999 [1072, 399, 1111, 409]
zodiac-icon [1120, 514, 1154, 548]
